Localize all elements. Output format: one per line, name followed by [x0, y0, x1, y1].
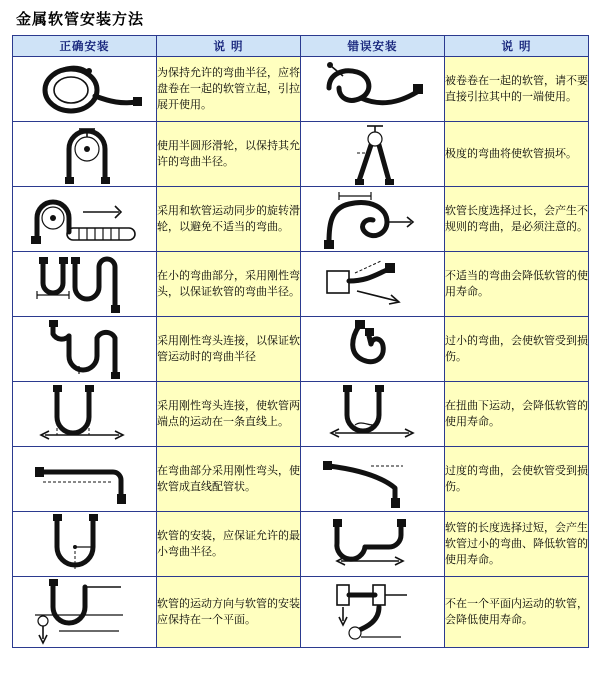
semicircular-pulley-icon [13, 123, 156, 185]
table-header [13, 36, 589, 57]
header-correct-install: 正确安装 [13, 36, 157, 57]
figure-cell-correct [13, 382, 157, 447]
figure-cell-wrong [301, 382, 445, 447]
table-row [13, 187, 589, 252]
desc-cell-wrong: 在扭曲下运动，会降低软管的使用寿命。 [445, 382, 589, 447]
rigid-elbow-connection-icon [13, 318, 156, 380]
header-correct-desc: 说 明 [157, 36, 301, 57]
figure-cell-correct [13, 252, 157, 317]
table-row [13, 122, 589, 187]
figure-cell-wrong [301, 512, 445, 577]
figure-cell-correct [13, 317, 157, 382]
desc-cell-wrong: 不在一个平面内运动的软管，会降低使用寿命。 [445, 577, 589, 648]
desc-cell-wrong: 软管长度选择过长，会产生不规则的弯曲，是必须注意的。 [445, 187, 589, 252]
straight-pipe-rigid-elbow-icon [13, 448, 156, 510]
figure-cell-wrong [301, 187, 445, 252]
table-body [13, 57, 589, 648]
table-row [13, 447, 589, 512]
desc-cell-wrong: 过小的弯曲，会使软管受到损伤。 [445, 317, 589, 382]
figure-cell-correct [13, 122, 157, 187]
table-row [13, 512, 589, 577]
desc-cell-correct: 在小的弯曲部分，采用刚性弯头，以保证软管的弯曲半径。 [157, 252, 301, 317]
too-long-hose-small-bend-icon [301, 513, 444, 575]
table-row [13, 382, 589, 447]
header-wrong-desc: 说 明 [445, 36, 589, 57]
desc-cell-correct: 使用半圆形滑轮，以保持其允许的弯曲半径。 [157, 122, 301, 187]
sharp-bend-pulley-icon [301, 123, 444, 185]
figure-cell-wrong [301, 577, 445, 648]
table-row [13, 577, 589, 648]
page-title: 金属软管安装方法 [16, 10, 145, 28]
figure-cell-correct [13, 57, 157, 122]
u-shape-straight-line-icon [13, 383, 156, 445]
synchronized-rotating-pulley-icon [13, 188, 156, 250]
desc-cell-correct: 采用和软管运动同步的旋转滑轮，以避免不适当的弯曲。 [157, 187, 301, 252]
desc-cell-correct: 软管的运动方向与软管的安装应保持在一个平面。 [157, 577, 301, 648]
desc-cell-wrong: 过度的弯曲，会使软管受到损伤。 [445, 447, 589, 512]
improper-bend-icon [301, 253, 444, 315]
desc-cell-wrong: 不适当的弯曲会降低软管的使用寿命。 [445, 252, 589, 317]
figure-cell-wrong [301, 317, 445, 382]
figure-cell-wrong [301, 122, 445, 187]
min-bend-radius-install-icon [13, 513, 156, 575]
desc-cell-correct: 采用刚性弯头连接，以保证软管运动时的弯曲半径 [157, 317, 301, 382]
desc-cell-correct: 在弯曲部分采用刚性弯头，使软管成直线配管状。 [157, 447, 301, 512]
twisted-u-motion-icon [301, 383, 444, 445]
same-plane-motion-icon [13, 577, 156, 647]
figure-cell-correct [13, 577, 157, 648]
table-row [13, 57, 589, 122]
too-long-hose-loop-icon [301, 188, 444, 250]
figure-cell-correct [13, 187, 157, 252]
coiled-hose-standing-icon [13, 58, 156, 120]
figure-cell-wrong [301, 252, 445, 317]
desc-cell-wrong: 极度的弯曲将使软管损坏。 [445, 122, 589, 187]
rigid-bend-small-radius-icon [13, 253, 156, 315]
desc-cell-wrong: 被卷卷在一起的软管，请不要直接引拉其中的一端使用。 [445, 57, 589, 122]
coiled-hose-pulled-icon [301, 58, 444, 120]
installation-methods-table [12, 35, 589, 648]
table-row [13, 317, 589, 382]
figure-cell-correct [13, 512, 157, 577]
out-of-plane-motion-icon [301, 577, 444, 647]
header-wrong-install: 错误安装 [301, 36, 445, 57]
desc-cell-wrong: 软管的长度选择过短，会产生软管过小的弯曲、降低软管的使用寿命。 [445, 512, 589, 577]
too-small-bend-icon [301, 318, 444, 380]
figure-cell-wrong [301, 447, 445, 512]
figure-cell-wrong [301, 57, 445, 122]
desc-cell-correct: 采用刚性弯头连接，使软管两端点的运动在一条直线上。 [157, 382, 301, 447]
figure-cell-correct [13, 447, 157, 512]
header-row [13, 36, 589, 57]
excessive-bend-icon [301, 448, 444, 510]
table-row [13, 252, 589, 317]
desc-cell-correct: 为保持允许的弯曲半径，应将盘卷在一起的软管立起，引拉展开使用。 [157, 57, 301, 122]
desc-cell-correct: 软管的安装，应保证允许的最小弯曲半径。 [157, 512, 301, 577]
